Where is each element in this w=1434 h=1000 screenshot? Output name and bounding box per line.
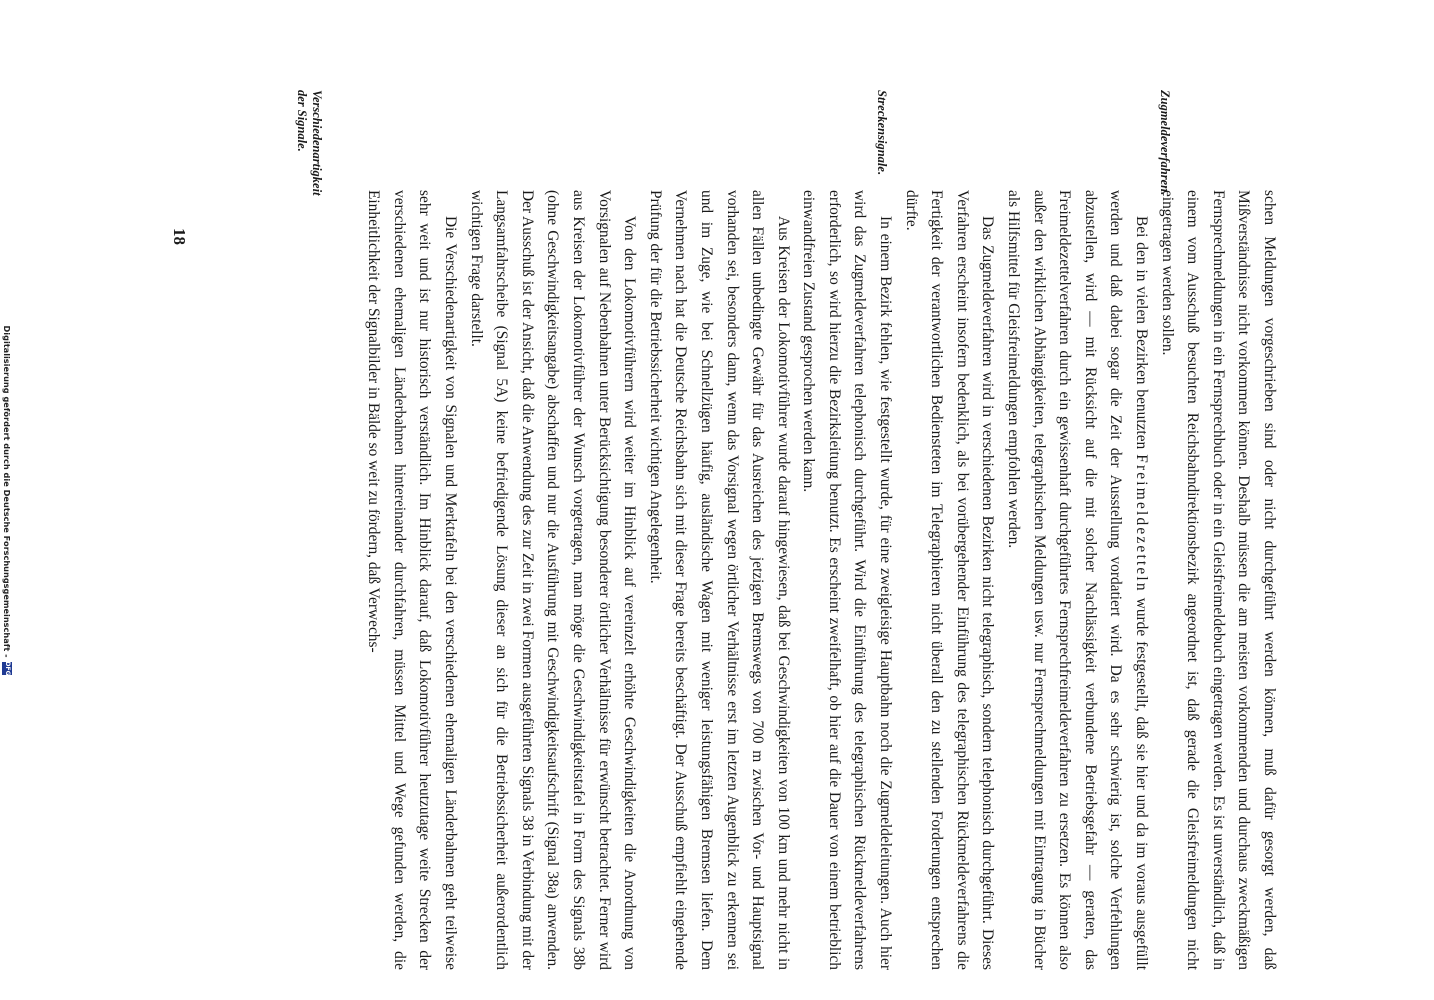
sidenote-verschiedenartigkeit: Verschiedenartigkeit der Signale. [295, 90, 324, 196]
sidenote-zugmeldeverfahren: Zugmeldeverfahren. [1158, 90, 1172, 196]
paragraph-vorsignale: Von den Lokomotivführern wird weiter im Hinblick auf vereinzelt erhöhte Geschwindigkeiten die Anordnung von Vorsignalen auf Nebenbahnen unter Berücksichtigung besonderer örtlicher Verhältnisse für erwünscht betrachtet. Ferner wird aus Kreisen der Lokomotivführer der Wunsch vorgetragen, man möge die Geschwindigkeitstafel in Form des Signals 38b (ohne Geschwindigkeitsangabe) abschaffen und nur die Ausführung mit Geschwindigkeitsaufschrift (Signal 38a) anwenden. Der Ausschuß ist der Ansicht, daß die Anwendung des zur Zeit in zwei Formen ausgeführten Signals 38 in Verbindung mit der Langsamfahrscheibe (Signal 5A) keine befriedigende Lösung dieser an sich für die Betriebssicherheit außerordentlich wichtigen Frage darstellt. [467, 190, 639, 970]
paragraph-zugmeldeleitungen: In einem Bezirk fehlen, wie festgestellt wurde, für eine zweigleisige Hauptbahn noch die Zugmeldeleitungen. Auch hier wird das Zugmeldeverfahren telephonisch durchgeführt. Wird die Einführung des telegraphischen Rückmeldeverfahrens erforderlich, so wird hierzu die Bezirksleitung benutzt. Es erscheint zweifelhaft, ob hier auf die Dauer von einem betrieblich einwandfreien Zustand gesprochen werden kann. [800, 190, 895, 970]
footer-text: Digitalisierung gefördert durch die Deutsche Forschungsgemeinschaft - [2, 325, 12, 658]
body-text [361, 190, 1282, 970]
paragraph-freimeldezettel [1000, 190, 1154, 970]
freimelde-text-after: wurde festgestellt, daß sie hier und da im voraus ausgefüllt werden und daß dabei sogar die Zeit der Ausstellung vordatiert wird. Da es sehr schwierig ist, solche Verfehlungen abzustellen, wird — mit Rücksicht auf die mit solcher Nachlässigkeit verbundene Betriebsgefahr — geraten, das Freimeldezettelverfahren durch ein gewissenhaft durchgeführtes Fernsprechfreimeldeverfahren zu ersetzen. Es können also außer den wirklichen Abhängigkeiten, telegraphischen Meldungen usw. nur Fernsprechmeldungen mit Eintragung in Bücher als Hilfsmittel für Gleisfreimeldungen empfohlen werden. [1005, 190, 1151, 970]
dfg-logo-icon: DFG [4, 661, 11, 676]
paragraph-bremsweg: Aus Kreisen der Lokomotivführer wurde darauf hingewiesen, daß bei Geschwindigkeiten von 100 km und mehr nicht in allen Fällen unbedingte Gewähr für das Ausreichen des jetzigen Bremswegs von 700 m zwischen Vor- und Hauptsignal vorhanden sei, besonders dann, wenn das Vorsignal wegen örtlicher Verhältnisse erst im letzten Augenblick zu erkennen sei und im Zuge, wie bei Schnellzügen häufig, ausländische Wagen mit weniger leistungsfähigen Bremsen liefen. Dem Vernehmen nach hat die Deutsche Reichsbahn sich mit dieser Frage bereits beschäftigt. Der Ausschuß empfiehlt eingehende Prüfung der für die Betriebssicherheit wichtigen Angelegenheit. [646, 190, 792, 970]
paragraph-meldungen: schen Meldungen vorgeschrieben sind oder nicht durchgeführt werden können, muß dafür gesorgt werden, daß Mißverständnisse nicht vorkommen können. Deshalb müssen die am meisten vorkommenden und durchaus zweckmäßigen Fernsprechmeldungen in ein Fernsprechbuch oder in ein Gleisfreimeldebuch eingetragen werden. Es ist unverständlich, daß in einem vom Ausschuß besuchten Reichsbahndirektionsbezirk angeordnet ist, daß gerade die Gleisfreimeldungen nicht eingetragen werden sollen. [1158, 190, 1278, 970]
sidenote-streckensignale: Streckensignale. [875, 90, 889, 176]
freimelde-text-before: Bei den in vielen Bezirken benutzten [1133, 216, 1151, 455]
paragraph-verschiedenartigkeit: Die Verschiedenartigkeit von Signalen und Merktafeln bei den verschiedenen ehemaligen Länderbahnen geht teilweise sehr weit und ist nur historisch verständlich. Im Hinblick darauf, daß Lokomotivführer heutzutage weite Strecken der verschiedenen ehemaligen Länderbahnen hintereinander durchfahren, müssen Mittel und Wege gefunden werden, die Einheitlichkeit der Signalbilder in Bälde so weit zu fördern, daß Verwechs- [365, 190, 459, 970]
freimeldezetteln-spaced: Freimeldezetteln [1133, 454, 1151, 593]
page-number: 18 [170, 228, 189, 245]
paragraph-zugmeldeverfahren: Das Zugmeldeverfahren wird in verschiedenen Bezirken nicht telegraphisch, sondern telephonisch durchgeführt. Dieses Verfahren erscheint insofern bedenklich, als bei vorübergehender Einführung des telegraphischen Rückmeldeverfahrens die Fertigkeit der verantwortlichen Bediensteten im Telegraphieren nicht überall den zu stellenden Forderungen entsprechen dürfte. [902, 190, 997, 970]
footer [0, 0, 14, 1000]
